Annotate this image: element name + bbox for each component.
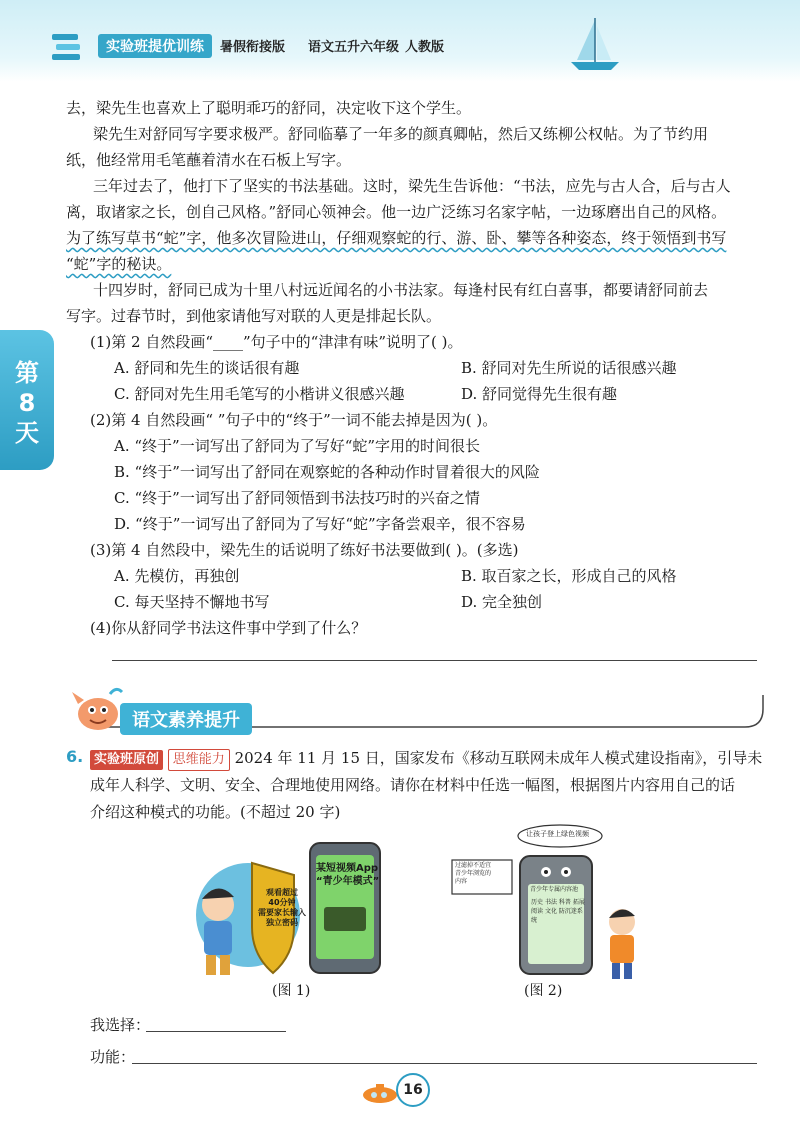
- book-logo-icon: [50, 30, 84, 66]
- question-2-option[interactable]: D. “终于”一词写出了舒同为了写好“蛇”字备尝艰辛，很不容易: [114, 515, 526, 533]
- question-1-option[interactable]: A. 舒同和先生的谈话很有趣: [114, 359, 300, 377]
- header-badge: 实验班提优训练: [98, 34, 212, 58]
- choose-input-line[interactable]: [146, 1031, 286, 1032]
- passage-line-wavy: “蛇”字的秘诀。: [66, 255, 172, 273]
- choose-label: 我选择：: [90, 1016, 151, 1034]
- question-6-text: 2024 年 11 月 15 日，国家发布《移动互联网未成年人模式建设指南》，引导未: [234, 749, 763, 767]
- passage-line: 三年过去了，他打下了坚实的书法基础。这时，梁先生告诉他：“书法，应先与古人合，后与古人: [93, 177, 731, 195]
- question-1-option[interactable]: B. 舒同对先生所说的话很感兴趣: [461, 359, 677, 377]
- question-2-option[interactable]: A. “终于”一词写出了舒同为了写好“蛇”字用的时间很长: [114, 437, 481, 455]
- passage-line: 梁先生对舒同写字要求极严。舒同临摹了一年多的颜真卿帖，然后又练柳公权帖。为了节约用: [93, 125, 709, 143]
- question-3-option[interactable]: C. 每天坚持不懈地书写: [114, 593, 270, 611]
- question-6-number: 6.: [66, 747, 84, 766]
- question-3-option[interactable]: D. 完全独创: [461, 593, 543, 611]
- shield-text: 观看超过 40分钟 需要家长输入 独立密码: [258, 888, 306, 927]
- header-grade: 语文五升六年级: [308, 40, 400, 55]
- day-tab: 第8天: [0, 330, 54, 470]
- question-3: (3)第 4 自然段中，梁先生的话说明了练好书法要做到( )。(多选): [90, 541, 519, 559]
- question-3-option[interactable]: A. 先模仿，再独创: [114, 567, 240, 585]
- question-2-option[interactable]: C. “终于”一词写出了舒同领悟到书法技巧时的兴奋之情: [114, 489, 480, 507]
- question-1-option[interactable]: C. 舒同对先生用毛笔写的小楷讲义很感兴趣: [114, 385, 405, 403]
- passage-line: 去，梁先生也喜欢上了聪明乖巧的舒同，决定收下这个学生。: [66, 99, 472, 117]
- passage-line: 写字。过春节时，到他家请他写对联的人更是排起长队。: [66, 307, 442, 325]
- question-3-option[interactable]: B. 取百家之长，形成自己的风格: [461, 567, 677, 585]
- screen-title: 青少年专属内容池: [530, 886, 579, 893]
- function-label: 功能：: [90, 1048, 136, 1066]
- screen-items: 历史 书法 科普 拓展 阅读 文化 防沉迷系统: [531, 899, 585, 924]
- passage-line-wavy: 为了练写草书“蛇”字，他多次冒险进山，仔细观察蛇的行、游、卧、攀等各种姿态，终于领悟到书写: [66, 229, 727, 247]
- question-4: (4)你从舒同学书法这件事中学到了什么？: [90, 619, 367, 637]
- section-title: 语文素养提升: [120, 703, 252, 735]
- passage-line: 十四岁时，舒同已成为十里八村远近闻名的小书法家。每逢村民有红白喜事，都要请舒同前去: [93, 281, 709, 299]
- original-tag: 实验班原创: [90, 750, 163, 770]
- question-2-option[interactable]: B. “终于”一词写出了舒同在观察蛇的各种动作时冒着很大的风险: [114, 463, 540, 481]
- header-edition: 人教版: [405, 40, 445, 55]
- passage-line: 离，取诸家之长，创自己风格。”舒同心领神会。他一边广泛练习名家字帖，一边琢磨出自己的风格。: [66, 203, 727, 221]
- speech-bubble-text: 让孩子登上绿色视频: [526, 830, 589, 838]
- answer-line[interactable]: [112, 660, 757, 661]
- skill-tag: 思维能力: [168, 749, 230, 771]
- question-6-line1: [90, 748, 762, 771]
- filter-note: 过滤掉不适宜 青少年浏览的 内容: [455, 862, 492, 885]
- question-1-option[interactable]: D. 舒同觉得先生很有趣: [461, 385, 618, 403]
- question-6-line3: 介绍这种模式的功能。(不超过 20 字): [90, 803, 341, 821]
- phone-text: 某短视频App “青少年模式”: [316, 863, 380, 887]
- page-number: 16: [396, 1073, 430, 1107]
- question-1: (1)第 2 自然段画“____”句子中的“津津有味”说明了( )。: [90, 333, 463, 351]
- submarine-icon: [360, 1082, 400, 1104]
- figure-2-caption: (图 2): [524, 983, 563, 999]
- header-series: 暑假衔接版: [220, 40, 286, 55]
- question-6-line2: 成年人科学、文明、安全、合理地使用网络。请你在材料中任选一幅图，根据图片内容用自己的话: [90, 776, 736, 794]
- function-input-line[interactable]: [132, 1063, 757, 1064]
- figure-1-caption: (图 1): [272, 983, 311, 999]
- sailboat-icon: [565, 16, 625, 76]
- passage-line: 纸，他经常用毛笔蘸着清水在石板上写字。: [66, 151, 352, 169]
- question-2: (2)第 4 自然段画“ ”句子中的“终于”一词不能去掉是因为( )。: [90, 411, 498, 429]
